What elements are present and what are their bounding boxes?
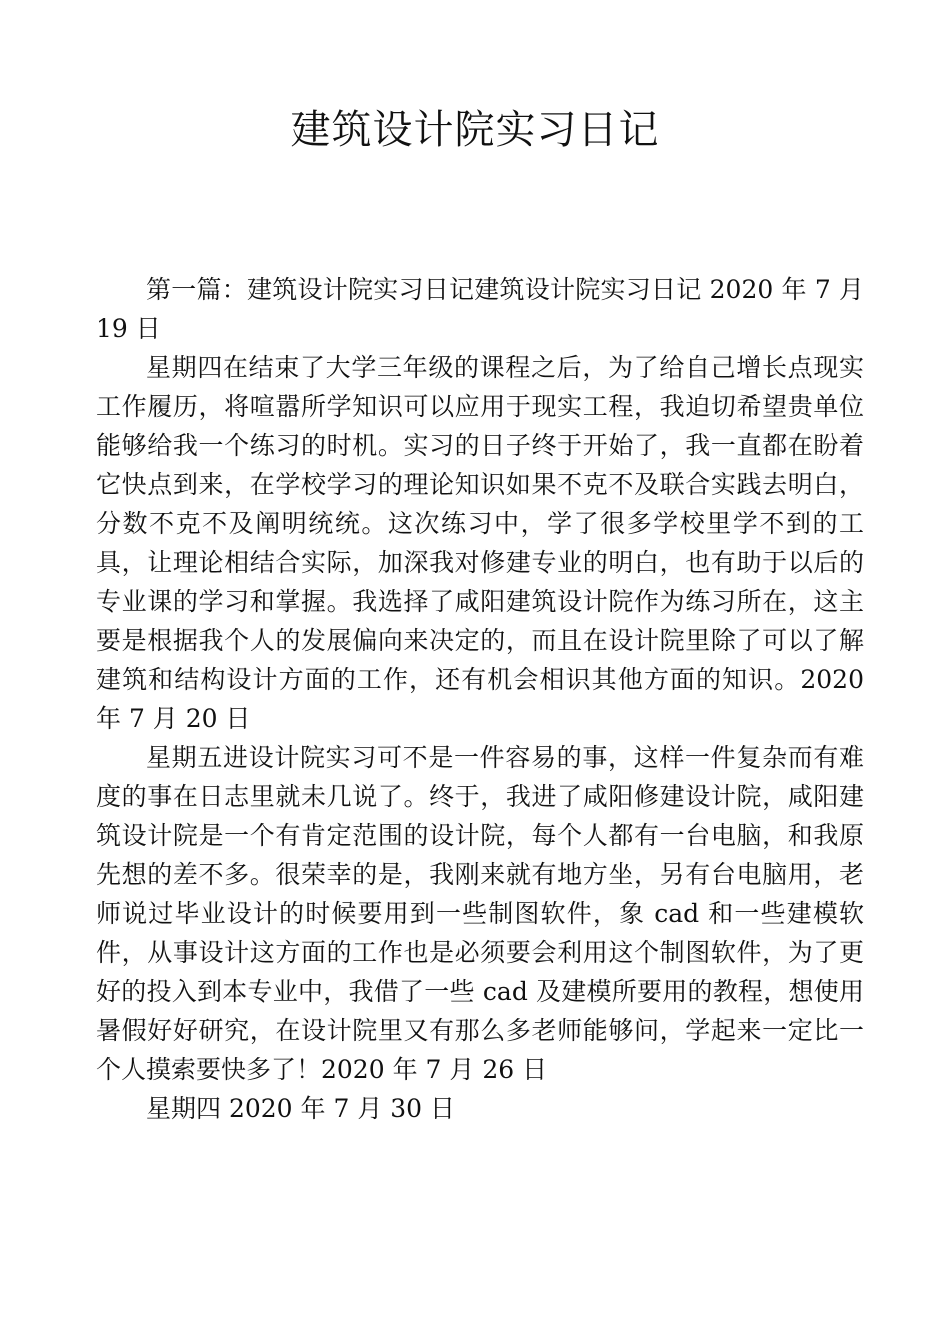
document-body xyxy=(96,270,864,1128)
paragraph-2: 星期四在结束了大学三年级的课程之后，为了给自己增长点现实工作履历，将喧嚣所学知识可以应用于现实工程，我迫切希望贵单位能够给我一个练习的时机。实习的日子终于开始了，我一直都在盼着它快点到来，在学校学习的理论知识如果不克不及联合实践去明白，分数不克不及阐明统统。这次练习中，学了很多学校里学不到的工具，让理论相结合实际，加深我对修建专业的明白，也有助于以后的专业课的学习和掌握。我选择了咸阳建筑设计院作为练习所在，这主要是根据我个人的发展偏向来决定的，而且在设计院里除了可以了解建筑和结构设计方面的工作，还有机会相识其他方面的知识。2020 年 7 月 20 日 xyxy=(96,353,864,733)
paragraph-3: 星期五进设计院实习可不是一件容易的事，这样一件复杂而有难度的事在日志里就未几说了。终于，我进了咸阳修建设计院，咸阳建筑设计院是一个有肯定范围的设计院，每个人都有一台电脑，和我原先想的差不多。很荣幸的是，我刚来就有地方坐，另有台电脑用，老师说过毕业设计的时候要用到一些制图软件，象 cad 和一些建模软件，从事设计这方面的工作也是必须要会利用这个制图软件，为了更好的投入到本专业中，我借了一些 cad 及建模所要用的教程，想使用暑假好好研究，在设计院里又有那么多老师能够问，学起来一定比一个人摸索要快多了！2020 年 7 月 26 日 xyxy=(96,743,864,1084)
document-title: 建筑设计院实习日记 xyxy=(290,107,660,153)
paragraph-4: 星期四 2020 年 7 月 30 日 xyxy=(146,1094,456,1123)
paragraph-1: 第一篇：建筑设计院实习日记建筑设计院实习日记 2020 年 7 月 19 日 xyxy=(96,275,864,343)
